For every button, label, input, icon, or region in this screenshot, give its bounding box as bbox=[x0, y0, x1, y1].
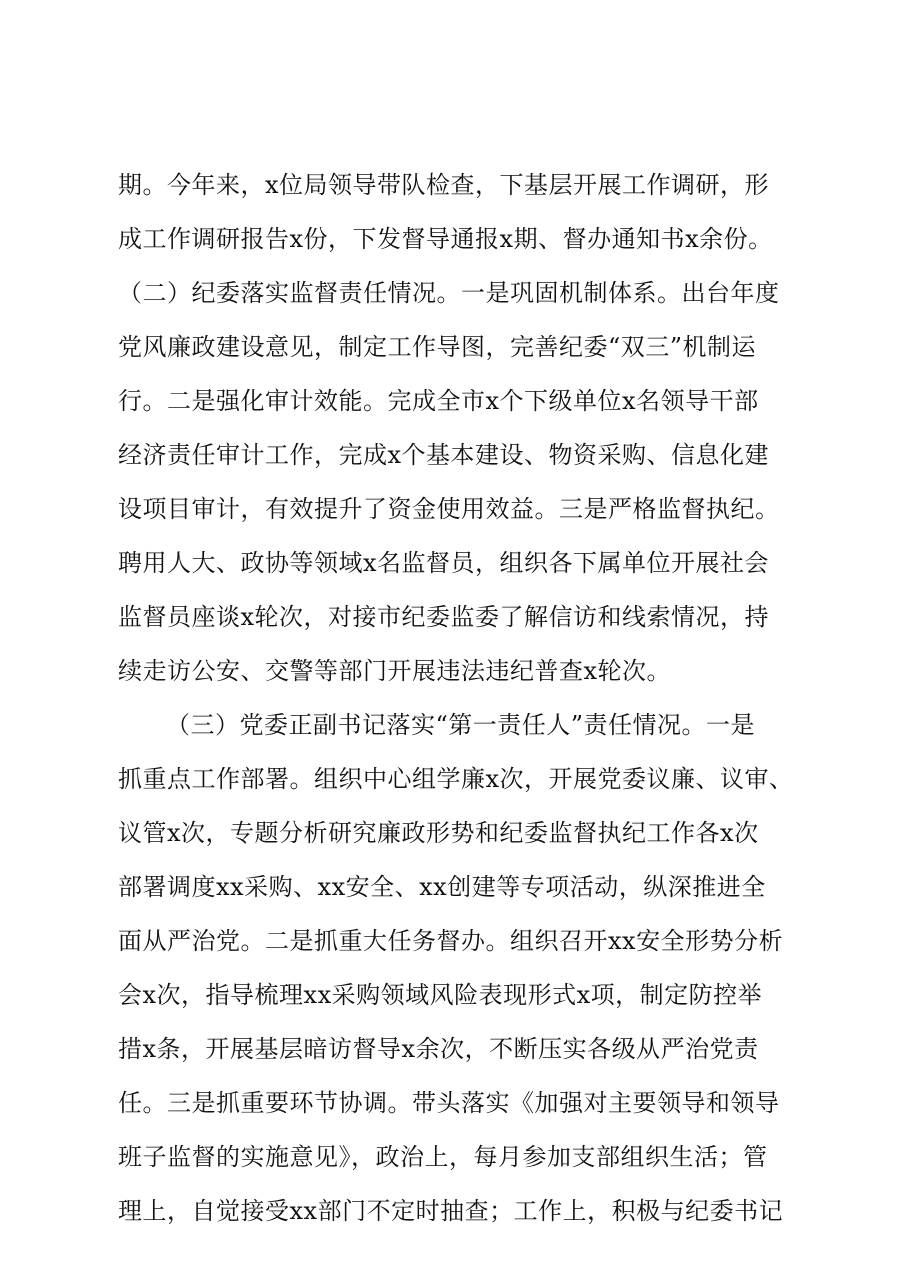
text-line-18: 任。三是抓重要环节协调。带头落实《加强对主要领导和领导 bbox=[118, 1089, 780, 1117]
text-line-2: 成工作调研报告x份，下发督导通报x期、督办通知书x余份。 bbox=[118, 225, 773, 253]
text-line-10: 续走访公安、交警等部门开展违法违纪普查x轮次。 bbox=[118, 657, 672, 685]
text-line-17: 措x条，开展基层暗访督导x余次，不断压实各级从严治党责 bbox=[118, 1035, 759, 1063]
text-line-11: （三）党委正副书记落实“第一责任人”责任情况。一是 bbox=[166, 711, 756, 739]
text-line-5: 行。二是强化审计效能。完成全市x个下级单位x名领导干部 bbox=[118, 387, 759, 415]
text-line-15: 面从严治党。二是抓重大任务督办。组织召开xx安全形势分析 bbox=[118, 927, 784, 955]
text-line-12: 抓重点工作部署。组织中心组学廉x次，开展党委议廉、议审、 bbox=[118, 765, 794, 793]
text-line-14: 部署调度xx采购、xx安全、xx创建等专项活动，纵深推进全 bbox=[118, 873, 766, 901]
text-line-1: 期。今年来，x位局领导带队检查，下基层开展工作调研，形 bbox=[118, 171, 770, 199]
text-line-8: 聘用人大、政协等领域x名监督员，组织各下属单位开展社会 bbox=[118, 549, 770, 577]
text-line-6: 经济责任审计工作，完成x个基本建设、物资采购、信息化建 bbox=[118, 441, 770, 469]
text-line-16: 会x次，指导梳理xx采购领域风险表现形式x项，制定防控举 bbox=[118, 981, 763, 1009]
text-line-13: 议管x次，专题分析研究廉政形势和纪委监督执纪工作各x次 bbox=[118, 819, 759, 847]
text-line-9: 监督员座谈x轮次，对接市纪委监委了解信访和线索情况，持 bbox=[118, 603, 770, 631]
text-line-20: 理上，自觉接受xx部门不定时抽查；工作上，积极与纪委书记 bbox=[118, 1197, 784, 1225]
text-line-4: 党风廉政建设意见，制定工作导图，完善纪委“双三”机制运 bbox=[118, 333, 757, 361]
document-body bbox=[118, 158, 808, 1238]
text-line-19: 班子监督的实施意见》，政治上，每月参加支部组织生活；管 bbox=[118, 1143, 768, 1171]
text-line-3: （二）纪委落实监督责任情况。一是巩固机制体系。出台年度 bbox=[118, 279, 780, 307]
text-line-7: 设项目审计，有效提升了资金使用效益。三是严格监督执纪。 bbox=[118, 495, 780, 523]
